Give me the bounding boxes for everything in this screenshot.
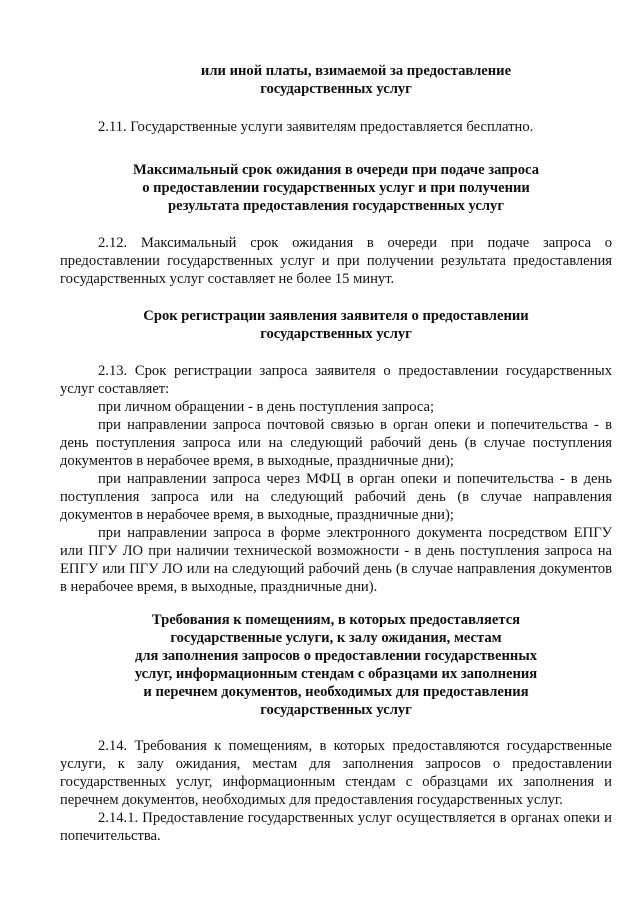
paragraph-2-11: 2.11. Государственные услуги заявителям предоставляется бесплатно. xyxy=(98,119,534,135)
list-item: при направлении запроса через МФЦ в орган опеки и попечительства - в день поступления запроса или на следующий рабочий день (в случае направления документов в нерабочее время, в выходные, праздничные дни); xyxy=(60,471,612,523)
heading-line: услуг, информационным стендам с образцами их заполнения xyxy=(134,666,538,682)
heading-line: Срок регистрации заявления заявителя о предоставлении xyxy=(143,308,529,324)
heading-line: Требования к помещениям, в которых предоставляется xyxy=(151,612,521,628)
section-heading-fee xyxy=(60,62,612,98)
paragraph-2-14-block xyxy=(60,737,612,845)
heading-line: Максимальный срок ожидания в очереди при подаче запроса xyxy=(132,162,539,178)
heading-line: и перечнем документов, необходимых для предоставления xyxy=(143,684,529,700)
list-item: при направлении запроса в форме электронного документа посредством ЕПГУ или ПГУ ЛО при наличии технической возможности - в день поступления запроса на ЕПГУ или ПГУ ЛО или на следующий рабочий день (в случае направления документов в нерабочее время, в выходные, праздничные дни). xyxy=(60,525,612,595)
paragraph-2-14: 2.14. Требования к помещениям, в которых предоставляются государственные услуги, к залу ожидания, местам для заполнения запросов о предоставлении государственных услуг, информационным стендам с образцами их заполнения и перечнем документов, необходимых для предоставления государственных услуг. xyxy=(60,738,612,808)
paragraph-2-14-1: 2.14.1. Предоставление государственных услуг осуществляется в органах опеки и попечительства. xyxy=(60,810,612,844)
section-heading-wait-time xyxy=(60,161,612,215)
heading-line: государственные услуги, к залу ожидания, местам xyxy=(170,630,502,646)
paragraph-2-13-intro: 2.13. Срок регистрации запроса заявителя о предоставлении государственных услуг составляет: xyxy=(60,363,612,397)
list-item: при личном обращении - в день поступления запроса; xyxy=(98,399,435,415)
heading-line: государственных услуг xyxy=(260,81,412,97)
heading-line: государственных услуг xyxy=(260,326,412,342)
heading-line: государственных услуг xyxy=(260,702,412,718)
section-heading-premises xyxy=(60,611,612,719)
heading-line: результата предоставления государственных услуг xyxy=(168,198,504,214)
paragraph-2-12: 2.12. Максимальный срок ожидания в очереди при подаче запроса о предоставлении государственных услуг и при получении результата предоставления государственных услуг составляет не более 15 минут. xyxy=(60,235,612,287)
paragraph-2-13 xyxy=(60,362,612,596)
heading-line: или иной платы, взимаемой за предоставление xyxy=(200,63,512,79)
heading-line: о предоставлении государственных услуг и при получении xyxy=(142,180,530,196)
list-item: при направлении запроса почтовой связью в орган опеки и попечительства - в день поступления запроса или на следующий рабочий день (в случае поступления документов в нерабочее время, в выходные, праздничные дни); xyxy=(60,417,612,469)
section-heading-registration xyxy=(60,307,612,343)
heading-line: для заполнения запросов о предоставлении государственных xyxy=(134,648,538,664)
